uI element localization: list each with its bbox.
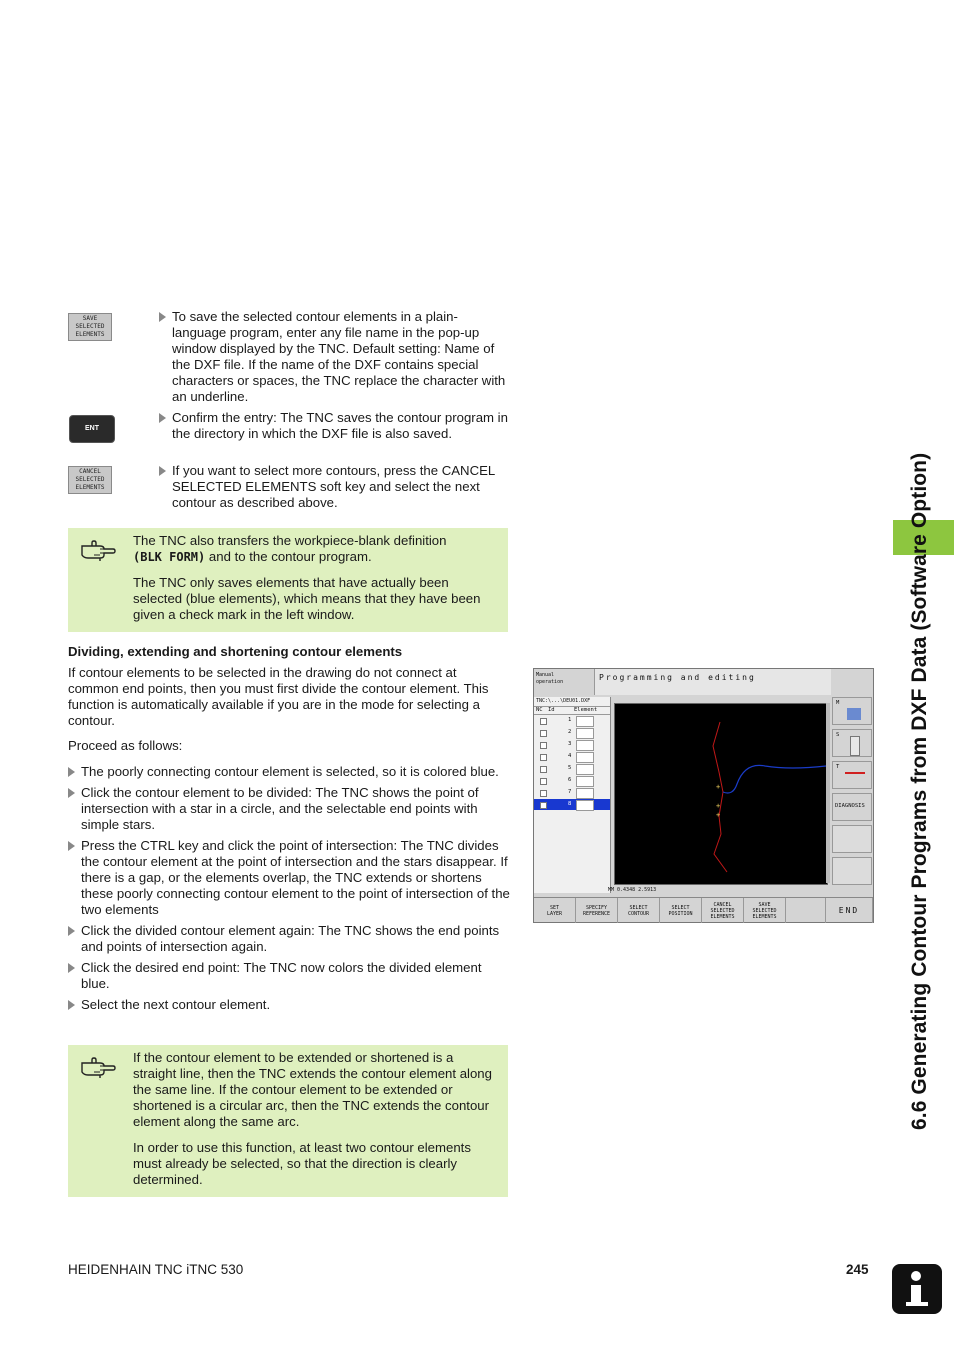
element-row[interactable] bbox=[534, 799, 610, 810]
step-text: If you want to select more contours, press the CANCEL SELECTED ELEMENTS soft key and select the next contour as described above. bbox=[172, 463, 495, 510]
info-icon bbox=[892, 1264, 942, 1314]
element-icon bbox=[576, 716, 594, 727]
list-item bbox=[68, 785, 510, 833]
step-confirm bbox=[159, 410, 511, 442]
note-paragraph: If the contour element to be extended or shortened is a straight line, then the TNC extends the contour element along the same line. If the contour element to be extended or shortened is a circular arc, then the TNC extends the contour element along the same arc. bbox=[133, 1050, 492, 1129]
softkey-label: SAVE SELECTED ELEMENTS bbox=[75, 315, 105, 338]
proceed-text: Proceed as follows: bbox=[68, 738, 183, 753]
spindle-icon bbox=[850, 736, 860, 756]
section-heading: Dividing, extending and shortening contour elements bbox=[68, 644, 403, 659]
intro-paragraph: If contour elements to be selected in the drawing do not connect at common end points, then you must first divide the contour element. This function is automatically available if you are in the mode for selecting a contour. bbox=[68, 665, 489, 728]
checkbox-icon[interactable] bbox=[540, 778, 547, 785]
screen-title: Programming and editing bbox=[599, 673, 756, 682]
note-text: The TNC also transfers the workpiece-blank definition bbox=[133, 533, 447, 548]
svg-text:+: + bbox=[716, 811, 721, 819]
svg-text:+: + bbox=[716, 783, 721, 791]
row-id: 7 bbox=[568, 789, 572, 795]
right-softkeys bbox=[832, 697, 872, 887]
checkbox-icon[interactable] bbox=[540, 766, 547, 773]
checkbox-icon[interactable] bbox=[540, 790, 547, 797]
note-paragraph bbox=[68, 528, 508, 565]
screen-softkey[interactable] bbox=[826, 898, 873, 923]
bullet-text: Select the next contour element. bbox=[81, 997, 271, 1012]
side-key-s[interactable] bbox=[832, 729, 872, 757]
footer-manual: HEIDENHAIN TNC iTNC 530 bbox=[68, 1262, 244, 1277]
bullet-text: Click the desired end point: The TNC now colors the divided element blue. bbox=[81, 960, 482, 991]
arrow-icon bbox=[159, 413, 166, 423]
element-icon bbox=[576, 764, 594, 775]
step-text: Confirm the entry: The TNC saves the contour program in the directory in which the DXF file is also saved. bbox=[172, 410, 508, 441]
pointing-hand-icon bbox=[80, 538, 116, 562]
contour-drawing bbox=[615, 704, 827, 884]
softkey-label: CANCEL SELECTED ELEMENTS bbox=[710, 901, 735, 920]
list-item bbox=[68, 923, 510, 955]
list-item bbox=[68, 838, 510, 918]
softkey-bar bbox=[534, 897, 873, 923]
arrow-icon bbox=[68, 926, 75, 936]
softkey-label: SELECT POSITION bbox=[668, 904, 693, 917]
element-row[interactable] bbox=[534, 715, 610, 726]
file-path: TNC:\...\DEU01.DXF bbox=[536, 698, 591, 704]
ent-key bbox=[69, 415, 115, 443]
bullet-text: Click the divided contour element again: The TNC shows the end points and points of intersection again. bbox=[81, 923, 500, 954]
note-box bbox=[68, 1045, 508, 1197]
row-id: 3 bbox=[568, 741, 572, 747]
bullet-text: Click the contour element to be divided: The TNC shows the point of intersection with a star in a circle, and the selectable end points with simple stars. bbox=[81, 785, 479, 832]
side-key-empty[interactable] bbox=[832, 857, 872, 885]
bullet-list bbox=[68, 764, 510, 1013]
key-label: ENT bbox=[85, 425, 99, 432]
diagnosis-key[interactable] bbox=[832, 793, 872, 821]
mode-label: Manual operation bbox=[536, 672, 564, 685]
checkbox-icon[interactable] bbox=[540, 730, 547, 737]
softkey-label: SELECT CONTOUR bbox=[627, 904, 650, 917]
row-id: 8 bbox=[568, 801, 572, 807]
chapter-title: 6.6 Generating Contour Programs from DXF Data (Software Option) bbox=[908, 452, 931, 1130]
row-id: 6 bbox=[568, 777, 572, 783]
screen-softkey[interactable] bbox=[576, 898, 618, 923]
element-row[interactable] bbox=[534, 751, 610, 762]
element-icon bbox=[576, 776, 594, 787]
softkey-label: CANCEL SELECTED ELEMENTS bbox=[75, 468, 105, 491]
note-box bbox=[68, 528, 508, 632]
element-icon bbox=[576, 740, 594, 751]
arrow-icon bbox=[68, 788, 75, 798]
col-element: Element bbox=[574, 707, 598, 713]
bullet-text: Press the CTRL key and click the point of intersection: The TNC divides the contour element at the point of intersection and the stars disappear. If there is a gap, or the elements overlap, the TNC extends or shortens these poorly connecting contour element to the point of intersection of the two elements bbox=[81, 838, 510, 917]
scrollbar[interactable] bbox=[826, 703, 830, 883]
col-id: Id bbox=[548, 707, 555, 713]
tool-icon bbox=[845, 772, 865, 774]
element-row[interactable] bbox=[534, 727, 610, 738]
list-item bbox=[68, 997, 510, 1013]
note-paragraph: In order to use this function, at least two contour elements must already be selected, so that the direction is clearly determined. bbox=[133, 1140, 471, 1187]
coordinate-readout: MM 0.4348 2.5913 bbox=[608, 887, 657, 893]
dxf-graphics[interactable] bbox=[614, 703, 828, 885]
element-row[interactable] bbox=[534, 739, 610, 750]
element-row[interactable] bbox=[534, 787, 610, 798]
screen-softkey[interactable] bbox=[744, 898, 786, 923]
step-text: To save the selected contour elements in a plain-language program, enter any file name in the pop-up window displayed by the TNC. Default setting: Name of the DXF file. If the name of the DXF contains special characters or spaces, the TNC replace the character with an underline. bbox=[172, 309, 506, 404]
arrow-icon bbox=[68, 767, 75, 777]
col-nc: NC bbox=[536, 707, 543, 713]
list-header bbox=[534, 706, 610, 715]
step-save bbox=[159, 309, 511, 405]
checkbox-icon[interactable] bbox=[540, 754, 547, 761]
element-icon bbox=[576, 800, 594, 811]
row-id: 4 bbox=[568, 753, 572, 759]
note-text: and to the contour program. bbox=[208, 549, 372, 564]
element-icon bbox=[576, 728, 594, 739]
screen-softkey[interactable] bbox=[786, 898, 826, 923]
bullet-text: The poorly connecting contour element is selected, so it is colored blue. bbox=[81, 764, 499, 779]
note-paragraph: The TNC only saves elements that have actually been selected (blue elements), which means that they have been given a check mark in the left window. bbox=[133, 575, 481, 622]
info-dot bbox=[911, 1271, 921, 1281]
screen-softkey[interactable] bbox=[702, 898, 744, 923]
save-selected-elements-softkey bbox=[68, 313, 112, 341]
screen-softkey[interactable] bbox=[660, 898, 702, 923]
info-base bbox=[906, 1302, 928, 1306]
pointing-hand-icon bbox=[80, 1055, 116, 1079]
side-key-label: T bbox=[836, 764, 840, 770]
arrow-icon bbox=[68, 1000, 75, 1010]
softkey-label: SET LAYER bbox=[546, 904, 563, 917]
row-id: 1 bbox=[568, 717, 572, 723]
checkbox-icon[interactable] bbox=[540, 718, 547, 725]
screen-softkey[interactable] bbox=[618, 898, 660, 923]
blk-form-code: (BLK FORM) bbox=[133, 550, 206, 564]
softkey-label: END bbox=[838, 906, 860, 915]
tnc-screenshot bbox=[533, 668, 874, 923]
element-row[interactable] bbox=[534, 775, 610, 786]
element-icon bbox=[576, 788, 594, 799]
element-list-panel bbox=[534, 697, 611, 893]
screen-softkey[interactable] bbox=[534, 898, 576, 923]
side-key-label: DIAGNOSIS bbox=[835, 803, 865, 809]
arrow-icon bbox=[68, 963, 75, 973]
side-key-empty[interactable] bbox=[832, 825, 872, 853]
checkbox-icon[interactable] bbox=[540, 742, 547, 749]
side-key-label: M bbox=[836, 700, 840, 706]
machine-icon bbox=[847, 708, 861, 720]
element-row[interactable] bbox=[534, 763, 610, 774]
step-cancel bbox=[159, 463, 511, 511]
cancel-selected-elements-softkey bbox=[68, 466, 112, 494]
svg-text:+: + bbox=[716, 802, 721, 810]
element-icon bbox=[576, 752, 594, 763]
row-id: 5 bbox=[568, 765, 572, 771]
arrow-icon bbox=[159, 312, 166, 322]
side-key-label: S bbox=[836, 732, 840, 738]
arrow-icon bbox=[68, 841, 75, 851]
checkbox-icon[interactable] bbox=[540, 802, 547, 809]
page-number: 245 bbox=[846, 1262, 869, 1277]
list-item bbox=[68, 764, 510, 780]
list-item bbox=[68, 960, 510, 992]
softkey-label: SPECIFY REFERENCE bbox=[582, 904, 611, 917]
softkey-label: SAVE SELECTED ELEMENTS bbox=[752, 901, 777, 920]
title-bar bbox=[594, 669, 831, 695]
row-id: 2 bbox=[568, 729, 572, 735]
arrow-icon bbox=[159, 466, 166, 476]
side-key-m[interactable] bbox=[832, 697, 872, 725]
side-key-t[interactable] bbox=[832, 761, 872, 789]
